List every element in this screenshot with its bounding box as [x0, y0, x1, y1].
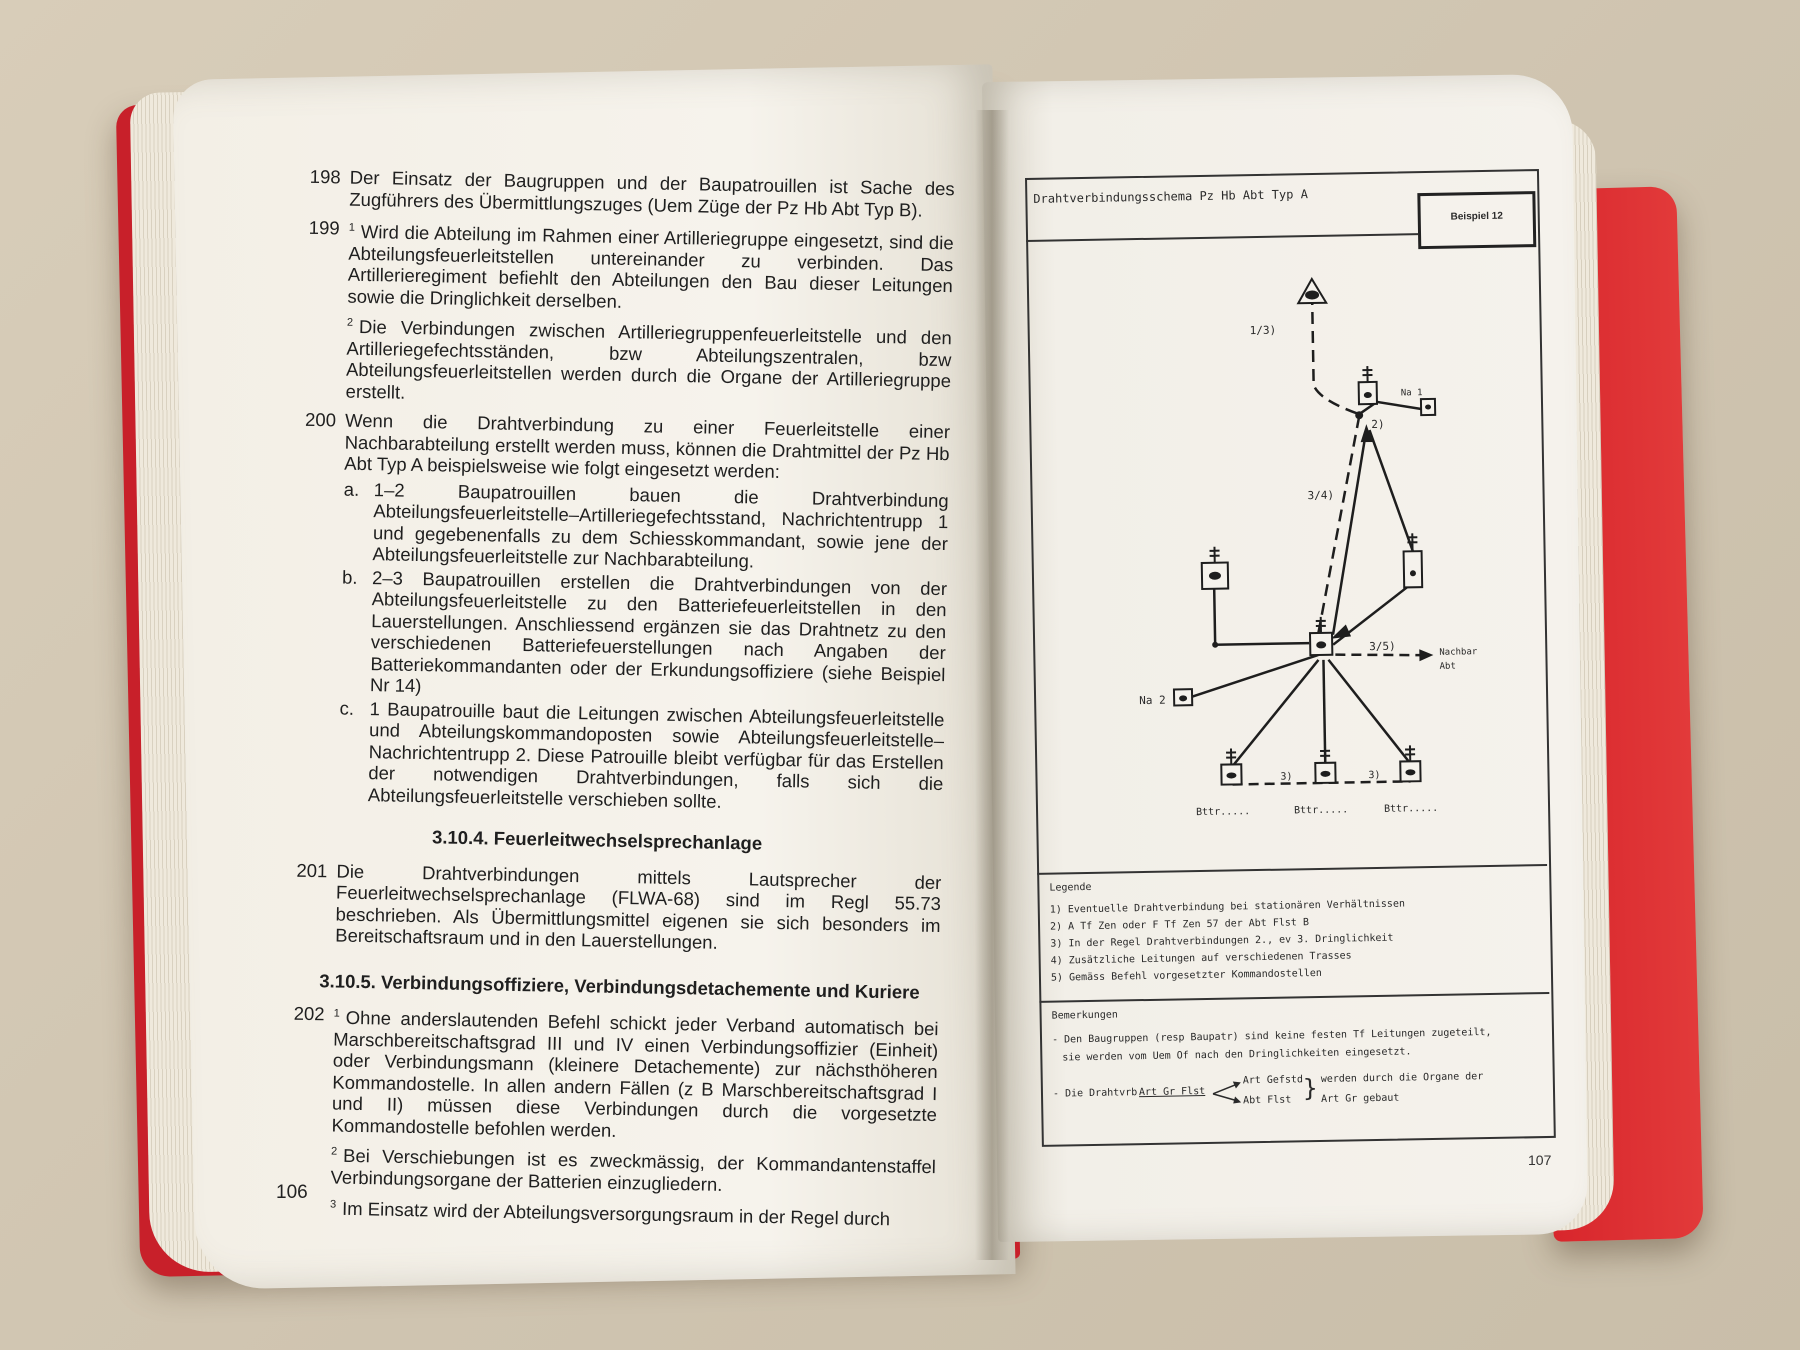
battery-label: Bttr..... — [1383, 802, 1439, 815]
book-gutter — [975, 110, 1009, 1260]
legend-heading: Legende — [1049, 881, 1092, 894]
paragraph-text: Im Einsatz wird der Abteilungsversorgungsraum in der Regel durch — [341, 1197, 891, 1229]
wire — [1328, 658, 1410, 764]
antenna-icon — [1320, 747, 1330, 763]
example-label: Beispiel 12 — [1450, 210, 1503, 223]
footnote-marker: 2 — [346, 316, 354, 329]
dashed-wire — [1312, 292, 1359, 415]
paragraph-number: 199 — [308, 216, 340, 239]
arrowhead — [1419, 649, 1433, 661]
page-number-right: 107 — [1528, 1152, 1552, 1168]
legend-section — [1037, 864, 1549, 1003]
remark-line: Art Gefstd — [1242, 1074, 1304, 1087]
wire — [1369, 429, 1413, 554]
dashed-wire — [1335, 653, 1421, 657]
remarks-section — [1039, 992, 1551, 1145]
legend-item: 4) Zusätzliche Leitungen auf verschiedenen Trasses — [1050, 950, 1352, 967]
paragraph-199 — [260, 216, 953, 414]
list-item: c. 1 Baupatrouille baut die Leitungen zwischen Abteilungsfeuerleitstelle und Abteilungskommandoposten sowie Abteilungsfeuerleitstelle–Nachrichtentrupp 2. Diese Patrouille bleibt verfügbar für das Erstellen der notwendigen Drahtverbindungen, falls sich die Abteilungsfeuerleitstelle verschieben sollte. — [339, 697, 945, 812]
antenna-icon — [1362, 366, 1372, 382]
remark-line: - Die Drahtvrb — [1052, 1087, 1138, 1100]
paragraph-202 — [245, 1002, 939, 1230]
paragraph-text: Wenn die Drahtverbindung zu einer Feuerleitstelle einer Nachbarabteilung erstellt werden muss, können die Drahtmittel der Pz Hb Abt Typ A beispielsweise wie folgt eingesetzt werden: — [344, 409, 951, 483]
diagram-label: Abt — [1439, 661, 1456, 672]
paragraph-text: Ohne anderslautenden Befehl schickt jeder Verband automatisch bei Marschbereitschaftsgrad III und IV einen Verbindungsoffizier (Einheit) oder Verbindungsmann (kleinere Detachemente) zur nächsthöheren Kommandostelle. In allen andern Fällen (z B Marschbereitschaftsgrad I und II) müssen diese Verbindungen durch die vorgesetzte Kommandostelle befohlen werden. — [331, 1007, 939, 1141]
paragraph-200 — [253, 408, 950, 816]
wire — [1183, 655, 1319, 699]
paragraph-text: Bei Verschiebungen ist es zweckmässig, der Kommandantenstaffel Verbindungsorgane der Batterien einzugliedern. — [330, 1145, 937, 1196]
list — [338, 478, 949, 816]
legend-item: 1) Eventuelle Drahtverbindung bei stationären Verhältnissen — [1049, 898, 1406, 916]
paragraph-number: 202 — [293, 1003, 325, 1025]
diagram-label: 1/3) — [1249, 323, 1277, 338]
paragraph-text: Wird die Abteilung im Rahmen einer Artilleriegruppe eingesetzt, sind die Abteilungsfeuerleitstellen untereinander zu verbinden. Das Artillerieregiment befiehlt den Abteilungen den Bau dieser Leitungen sowie die Dringlichkeit derselben. — [347, 221, 954, 312]
section-heading: 3.10.5. Verbindungsoffiziere, Verbindungsdetachemente und Kuriere — [319, 970, 920, 1003]
footnote-marker: 2 — [330, 1145, 338, 1159]
remark-line: Abt Flst — [1243, 1094, 1292, 1107]
diagram-label: 3) — [1368, 769, 1381, 782]
list-item: b. 2–3 Baupatrouillen erstellen die Drahtverbindungen von der Abteilungsfeuerleitstelle zu den Batteriefeuerleitstellen in den Lauerstellungen. Anschliessend ergänzen sie das Drahtnetz zu den verschiedenen Batteriefeuerstellungen nach Angaben der Batteriekommandanten oder der Erkundungsoffiziere (siehe Beispiel Nr 14) — [341, 566, 948, 697]
diagram-label: 3) — [1280, 771, 1293, 783]
figure-title: Drahtverbindungsschema Pz Hb Abt Typ A — [1033, 187, 1308, 206]
battery-label: Bttr..... — [1293, 804, 1349, 817]
paragraph-number: 200 — [304, 409, 337, 431]
diagram-label: Na 2 — [1139, 693, 1166, 708]
diagram-label: 2) — [1371, 417, 1385, 431]
list-item: a. 1–2 Baupatrouillen bauen die Drahtverbindung Abteilungsfeuerleitstelle–Artilleriegefechtsstand, Nachrichtentrupp 1 und gegebenenfalls zu dem Schiesskommandant, sowie jene der Abteilungsfeuerleitstelle zur Nachbarabteilung. — [343, 478, 949, 572]
paragraph-201 — [250, 859, 942, 958]
remark-line: werden durch die Organe der — [1320, 1071, 1484, 1085]
remark-underlined: Art Gr Flst — [1138, 1085, 1206, 1099]
paragraph-number: 198 — [309, 165, 341, 188]
antenna-icon — [1316, 617, 1326, 633]
remark-line: - Den Baugruppen (resp Baupatr) sind keine festen Tf Leitungen zugeteilt, — [1051, 1026, 1492, 1046]
wire — [1214, 585, 1309, 645]
wire — [1230, 660, 1320, 767]
battery-label: Bttr..... — [1196, 806, 1251, 819]
remark-line: sie werden vom Uem Of nach den Dringlichkeiten eingesetzt. — [1062, 1046, 1412, 1064]
diagram-label: Na 1 — [1400, 388, 1423, 399]
brace: } — [1302, 1074, 1318, 1103]
footnote-marker: 1 — [348, 221, 356, 234]
section-heading: 3.10.4. Feuerleitwechselsprechanlage — [431, 826, 763, 854]
diagram-label: 3/5) — [1369, 639, 1396, 654]
page-number-left: 106 — [276, 1182, 308, 1203]
footnote-marker: 3 — [329, 1198, 337, 1211]
paragraph-text: Die Verbindungen zwischen Artilleriegruppenfeuerleitstelle und den Artilleriegefechtsständen, bzw Abteilungszentralen, bzw Abteilungsfeuerleitstellen werden durch die Organe der Artilleriegruppe erstellt. — [345, 316, 953, 403]
legend-item: 5) Gemäss Befehl vorgesetzter Kommandostellen — [1050, 967, 1322, 984]
remarks-heading: Bemerkungen — [1051, 1009, 1118, 1022]
paragraph-text: Der Einsatz der Baugruppen und der Baupatrouillen ist Sache des Zugführers des Übermittlungszuges (Uem Züge der Pz Hb Abt Typ B). — [349, 166, 955, 221]
diagram-label: 3/4) — [1307, 488, 1335, 503]
legend-item: 3) In der Regel Drahtverbindungen 2., ev 3. Dringlichkeit — [1050, 932, 1394, 950]
wiring-diagram — [1026, 231, 1547, 880]
antenna-icon — [1407, 533, 1417, 551]
antenna-icon — [1209, 547, 1219, 563]
diagram-label: Nachbar — [1439, 647, 1478, 658]
figure-frame — [1025, 169, 1562, 1158]
left-page-text — [245, 165, 955, 1238]
legend-item: 2) A Tf Zen oder F Tf Zen 57 der Abt Flst B — [1049, 917, 1310, 933]
footnote-marker: 1 — [333, 1007, 340, 1020]
paragraph-number: 201 — [296, 859, 328, 882]
station-box — [1404, 551, 1423, 587]
remark-line: Art Gr gebaut — [1321, 1092, 1400, 1105]
paragraph-text: Die Drahtverbindungen mittels Lautsprecher der Feuerleitwechselsprechanlage (FLWA-68) sind im Regl 55.73 beschrieben. Als Übermittlungsmittel eigenen sie sich besonders im Bereitschaftsraum und in den Lauerstellungen. — [335, 860, 942, 954]
